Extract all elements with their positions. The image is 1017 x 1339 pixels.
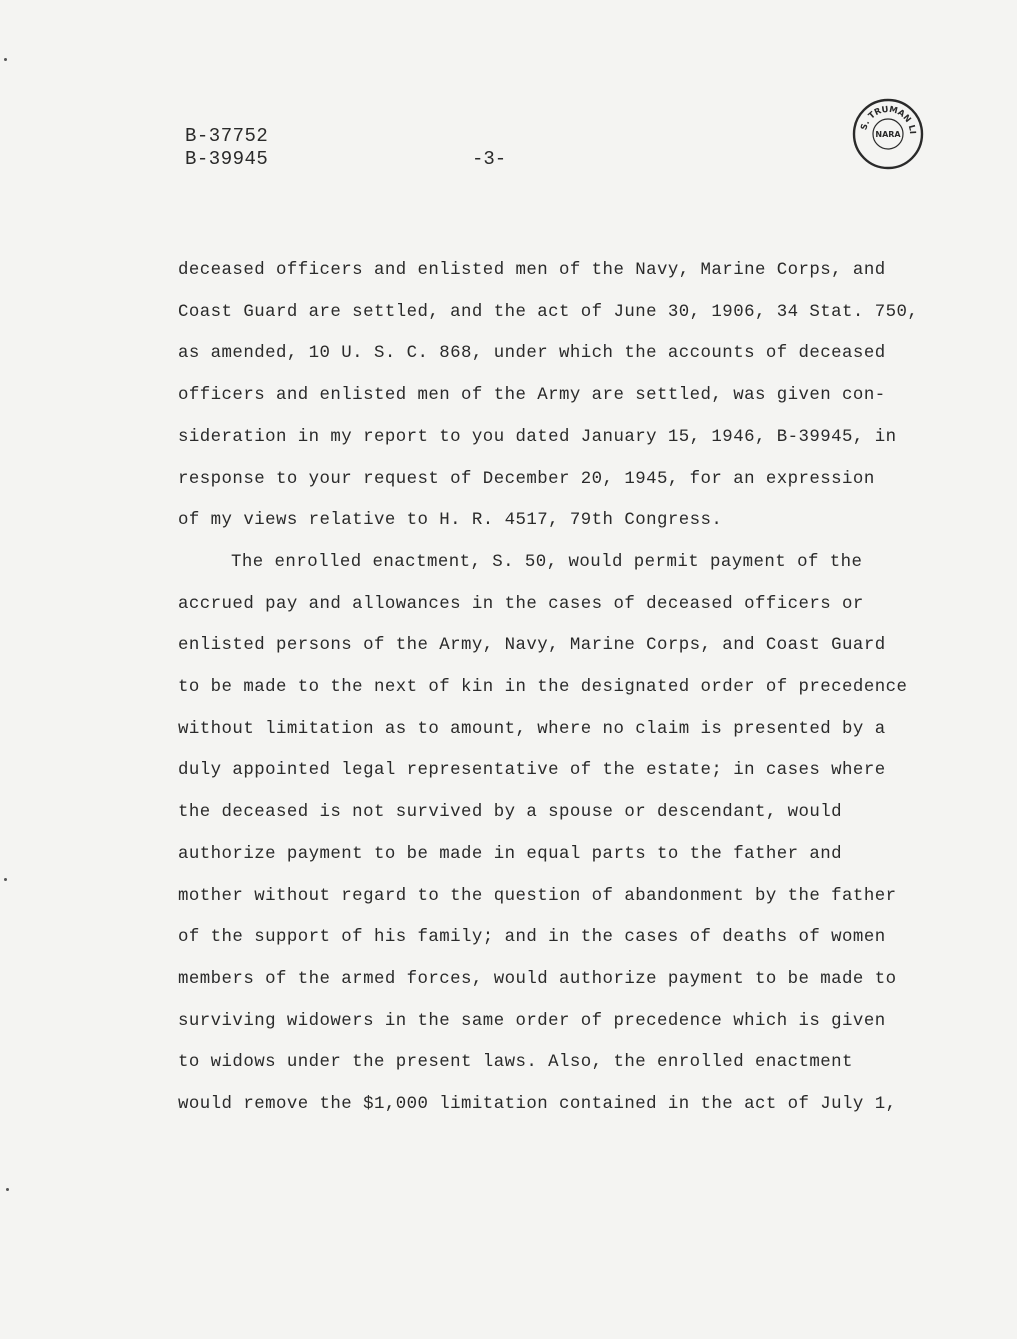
- file-reference-1: B-37752: [185, 125, 269, 147]
- body-line: enlisted persons of the Army, Navy, Marine Corps, and Coast Guard: [178, 636, 886, 656]
- body-line: of my views relative to H. R. 4517, 79th Congress.: [178, 511, 723, 531]
- body-line: duly appointed legal representative of the estate; in cases where: [178, 761, 886, 781]
- page-number: -3-: [472, 148, 507, 170]
- body-line: as amended, 10 U. S. C. 868, under which the accounts of deceased: [178, 344, 886, 364]
- body-line: mother without regard to the question of abandonment by the father: [178, 886, 897, 906]
- body-line: surviving widowers in the same order of precedence which is given: [178, 1011, 886, 1031]
- body-line: would remove the $1,000 limitation contained in the act of July 1,: [178, 1095, 897, 1115]
- scan-speck: [4, 878, 7, 881]
- body-line: officers and enlisted men of the Army are settled, was given con-: [178, 386, 886, 406]
- body-line: accrued pay and allowances in the cases of deceased officers or: [178, 594, 864, 614]
- body-line: members of the armed forces, would authorize payment to be made to: [178, 969, 897, 989]
- body-line: the deceased is not survived by a spouse or descendant, would: [178, 803, 843, 823]
- scan-speck: [4, 58, 7, 61]
- file-reference-2: B-39945: [185, 148, 269, 170]
- scan-speck: [6, 1188, 9, 1191]
- paragraph-start-line: The enrolled enactment, S. 50, would permit payment of the: [231, 552, 863, 572]
- svg-text:HARRY S. TRUMAN LIBRARY: [852, 98, 917, 134]
- body-line: of the support of his family; and in the cases of deaths of women: [178, 928, 886, 948]
- body-line: without limitation as to amount, where no claim is presented by a: [178, 719, 886, 739]
- body-line: to be made to the next of kin in the designated order of precedence: [178, 678, 908, 698]
- stamp-arc-text: S. TRUMAN LI: [859, 104, 918, 135]
- body-line: to widows under the present laws. Also, the enrolled enactment: [178, 1053, 853, 1073]
- body-line: authorize payment to be made in equal parts to the father and: [178, 844, 843, 864]
- body-line: Coast Guard are settled, and the act of June 30, 1906, 34 Stat. 750,: [178, 302, 919, 322]
- archive-stamp-icon: [852, 98, 924, 170]
- body-line: deceased officers and enlisted men of the Navy, Marine Corps, and: [178, 261, 886, 280]
- letter-body: [178, 250, 918, 1126]
- stamp-center-text: NARA: [875, 130, 901, 139]
- body-line: sideration in my report to you dated January 15, 1946, B-39945, in: [178, 427, 897, 447]
- body-line: response to your request of December 20, 1945, for an expression: [178, 469, 875, 489]
